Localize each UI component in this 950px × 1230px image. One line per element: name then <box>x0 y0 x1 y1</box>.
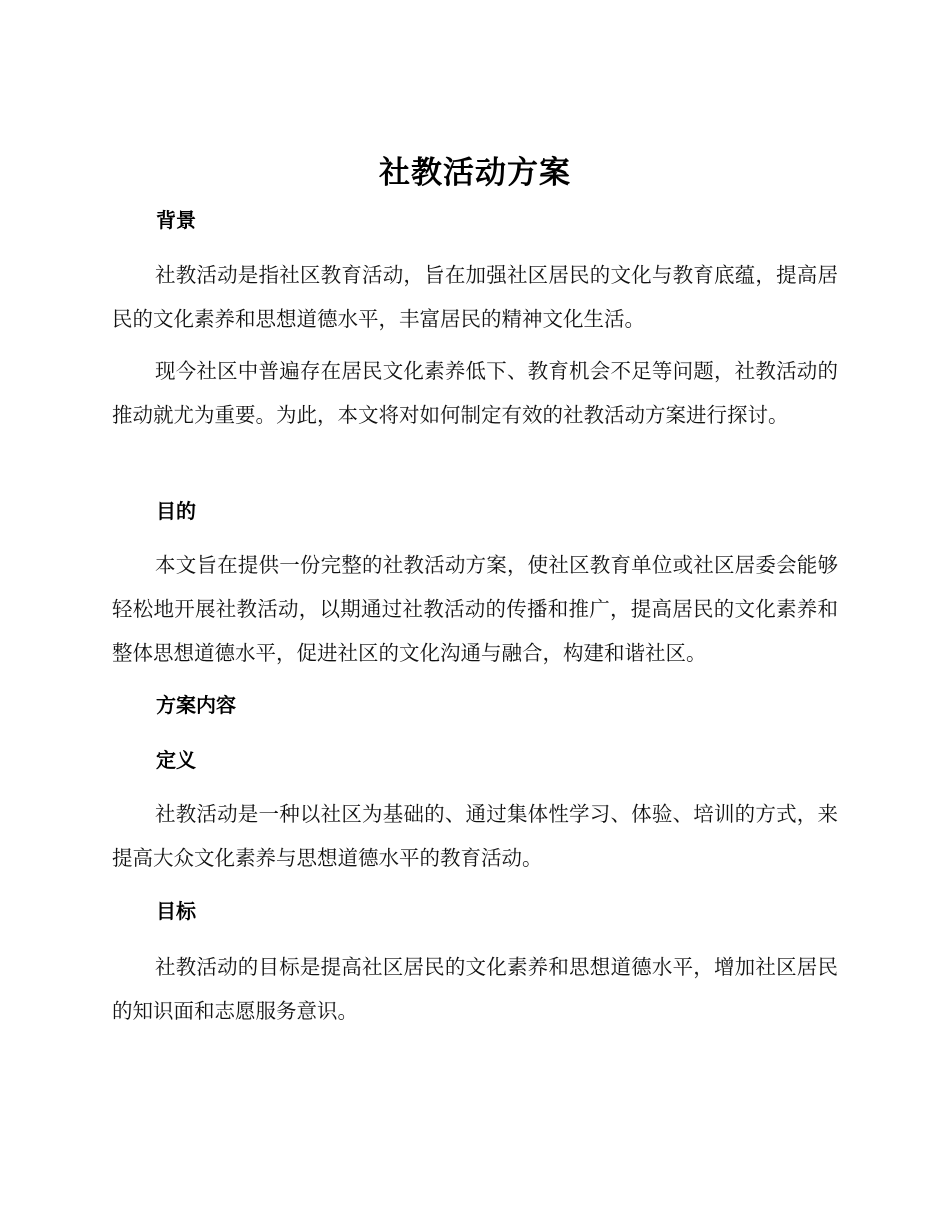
paragraph-definition-1: 社教活动是一种以社区为基础的、通过集体性学习、体验、培训的方式，来提高大众文化素养与思想道德水平的教育活动。 <box>112 802 838 870</box>
section-heading-goal: 目标 <box>156 899 196 923</box>
paragraph-purpose-1: 本文旨在提供一份完整的社教活动方案，使社区教育单位或社区居委会能够轻松地开展社教活动，以期通过社教活动的传播和推广，提高居民的文化素养和整体思想道德水平，促进社区的文化沟通与融合，构建和谐社区。 <box>112 553 838 665</box>
section-heading-background: 背景 <box>156 208 196 232</box>
paragraph-background-2: 现今社区中普遍存在居民文化素养低下、教育机会不足等问题，社教活动的推动就尤为重要。为此，本文将对如何制定有效的社教活动方案进行探讨。 <box>112 359 838 427</box>
paragraph-goal-1: 社教活动的目标是提高社区居民的文化素养和思想道德水平，增加社区居民的知识面和志愿服务意识。 <box>112 955 838 1023</box>
section-heading-purpose: 目的 <box>156 499 196 523</box>
document-title: 社教活动方案 <box>379 155 571 191</box>
section-heading-content: 方案内容 <box>156 693 236 717</box>
section-heading-definition: 定义 <box>156 748 196 772</box>
paragraph-background-1: 社教活动是指社区教育活动，旨在加强社区居民的文化与教育底蕴，提高居民的文化素养和思想道德水平，丰富居民的精神文化生活。 <box>112 263 838 331</box>
